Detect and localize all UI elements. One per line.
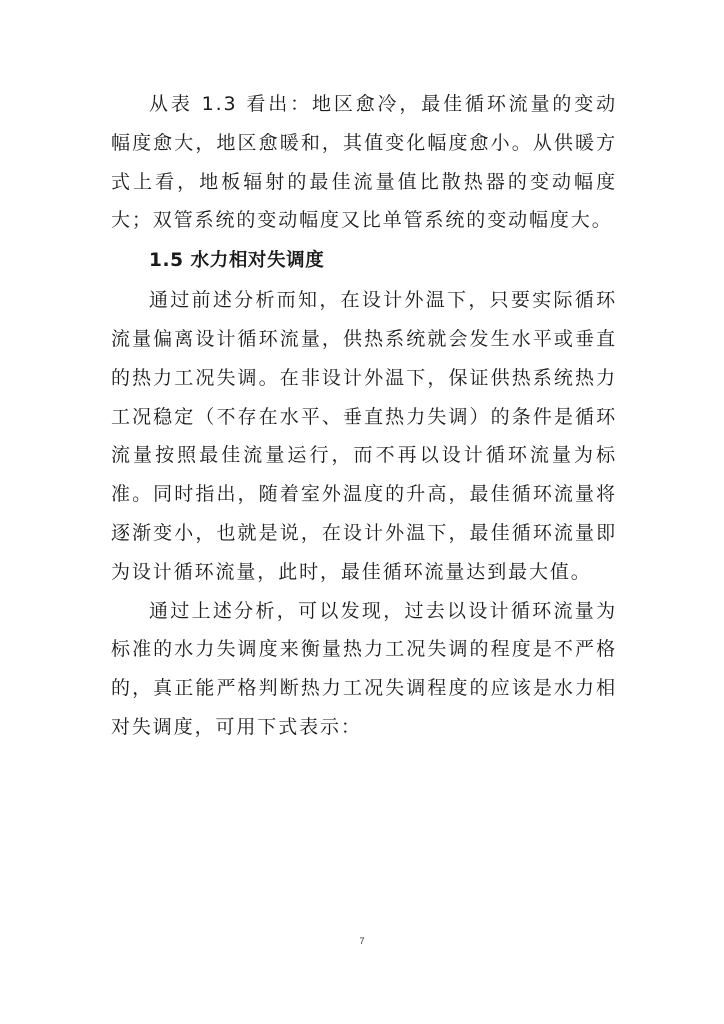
section-heading: 1.5 水力相对失调度 [149, 250, 325, 272]
paragraph-flow-analysis: 通过前述分析而知，在设计外温下，只要实际循环流量偏离设计循环流量，供热系统就会发生水平或垂直的热力工况失调。在非设计外温下，保证供热系统热力工况稳定（不存在水平、垂直热力失调）的条件是循环流量按照最佳流量运行，而不再以设计循环流量为标准。同时指出，随着室外温度的升高，最佳循环流量将逐渐变小，也就是说，在设计外温下，最佳循环流量即为设计循环流量，此时，最佳循环流量达到最大值。 [111, 289, 617, 583]
page-number: 7 [359, 936, 365, 946]
page-body [111, 85, 617, 747]
paragraph-relative-imbalance: 通过上述分析，可以发现，过去以设计循环流量为标准的水力失调度来衡量热力工况失调的程度是不严格的，真正能严格判断热力工况失调程度的应该是水力相对失调度，可用下式表示： [111, 599, 617, 738]
paragraph-table-observation: 从表 1.3 看出：地区愈冷，最佳循环流量的变动幅度愈大，地区愈暖和，其值变化幅度愈小。从供暖方式上看，地板辐射的最佳流量值比散热器的变动幅度大；双管系统的变动幅度又比单管系统的变动幅度大。 [111, 93, 617, 232]
